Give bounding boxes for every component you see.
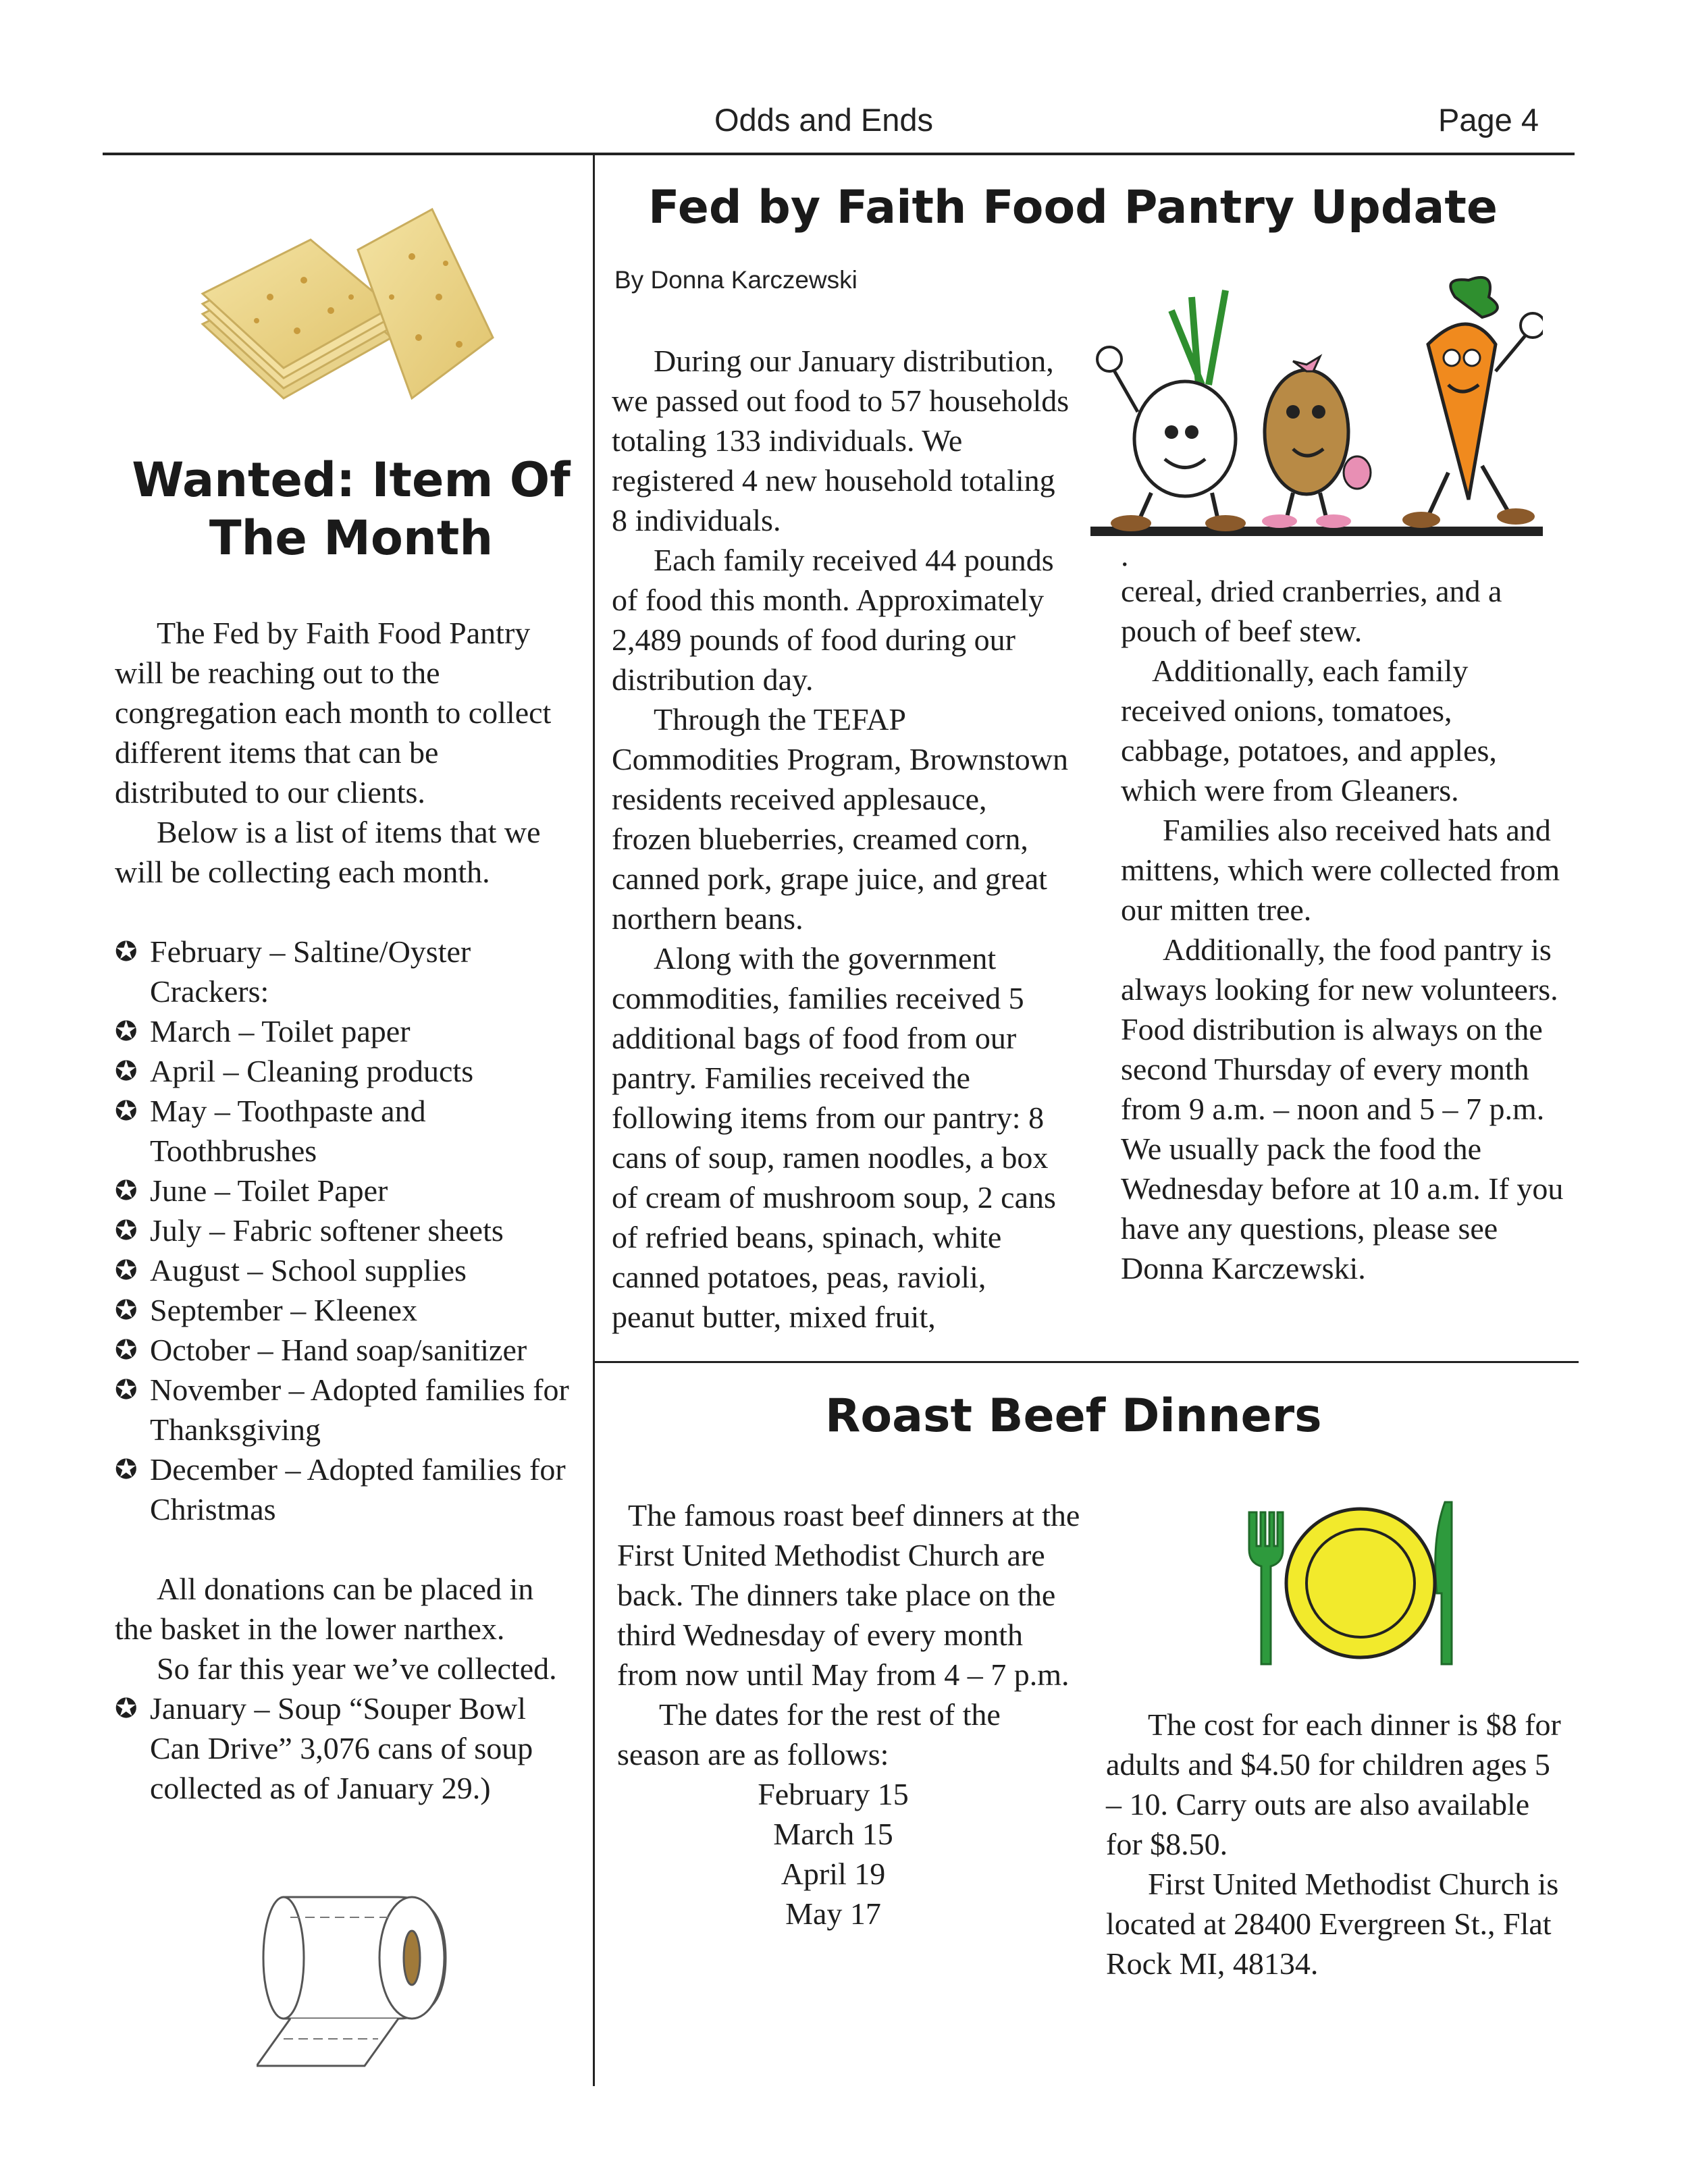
pantry-paragraph: Along with the government commodities, families received 5 additional bags of food from our pantry. Families received the following items from our pantry: 8 cans of soup, ramen noodles, a box of cream of mushroom soup, 2 cans of refried beans, spinach, white canned potatoes, peas, ravioli, peanut butter, mixed fruit, bbox=[612, 941, 1056, 1334]
star-circle-icon: ✪ bbox=[115, 1175, 138, 1206]
section-divider bbox=[594, 1361, 1579, 1363]
sidebar-title: Wanted: Item Of The Month bbox=[132, 452, 571, 566]
star-circle-icon: ✪ bbox=[115, 1295, 138, 1325]
list-item: ✪ May – Toothpaste and Toothbrushes bbox=[115, 1091, 574, 1171]
star-circle-icon: ✪ bbox=[115, 1693, 138, 1724]
sidebar-divider bbox=[593, 154, 595, 2086]
star-circle-icon: ✪ bbox=[115, 1215, 138, 1246]
dinners-paragraph: The cost for each dinner is $8 for adults and $4.50 for children ages 5 – 10. Carry outs are also available for $8.50. bbox=[1106, 1707, 1561, 1861]
pantry-paragraph: Families also received hats and mittens, which were collected from our mitten tree. bbox=[1121, 813, 1560, 927]
list-item: ✪ January – Soup “Souper Bowl Can Drive” 3,076 cans of soup collected as of January 29.) bbox=[115, 1688, 574, 1808]
sidebar-intro-1: The Fed by Faith Food Pantry will be reaching out to the congregation each month to collect different items that can be distributed to our clients. bbox=[115, 616, 552, 809]
pantry-column-1 bbox=[612, 341, 1071, 1337]
list-item: May 17 bbox=[785, 1896, 881, 1931]
star-circle-icon: ✪ bbox=[115, 936, 138, 967]
sidebar-intro-2: Below is a list of items that we will be collecting each month. bbox=[115, 815, 541, 889]
vegetable-characters-illustration bbox=[1090, 270, 1543, 540]
list-item: ✪ July – Fabric softener sheets bbox=[115, 1210, 574, 1250]
pantry-paragraph: Through the TEFAP Commodities Program, Brownstown residents received applesauce, frozen blueberries, creamed corn, canned pork, grape juice, and great northern beans. bbox=[612, 702, 1068, 936]
pantry-paragraph: Additionally, each family received onions, tomatoes, cabbage, potatoes, and apples, which were from Gleaners. bbox=[1121, 654, 1497, 807]
star-circle-icon: ✪ bbox=[115, 1375, 138, 1405]
collected-intro: So far this year we’ve collected. bbox=[157, 1651, 557, 1686]
dinners-paragraph: The famous roast beef dinners at the First United Methodist Church are back. The dinners take place on the third Wednesday of every month from now until May from 4 – 7 p.m. bbox=[617, 1498, 1080, 1692]
dinners-column-1 bbox=[617, 1495, 1083, 1934]
pantry-paragraph: Additionally, the food pantry is always looking for new volunteers. Food distribution is always on the second Thursday of every month from 9 a.m. – noon and 5 – 7 p.m. We usually pack the food the Wednesday before at 10 a.m. If you have any questions, please see Donna Karczewski. bbox=[1121, 932, 1564, 1285]
star-circle-icon: ✪ bbox=[115, 1335, 138, 1365]
pantry-paragraph: cereal, dried cranberries, and a pouch of beef stew. bbox=[1121, 574, 1502, 648]
dinners-paragraph: The dates for the rest of the season are as follows: bbox=[617, 1697, 1001, 1772]
sidebar-body bbox=[115, 613, 574, 1808]
list-item: ✪ September – Kleenex bbox=[115, 1290, 574, 1330]
pantry-title: Fed by Faith Food Pantry Update bbox=[648, 181, 1498, 234]
pantry-paragraph: Each family received 44 pounds of food this month. Approximately 2,489 pounds of food during our distribution day. bbox=[612, 543, 1054, 697]
star-circle-icon: ✪ bbox=[115, 1096, 138, 1126]
plate-fork-knife-illustration bbox=[1236, 1499, 1465, 1674]
collected-list bbox=[115, 1688, 574, 1808]
list-item: March 15 bbox=[773, 1817, 893, 1851]
crackers-illustration bbox=[189, 196, 500, 425]
list-item: ✪ February – Saltine/Oyster Crackers: bbox=[115, 932, 574, 1011]
star-circle-icon: ✪ bbox=[115, 1454, 138, 1485]
pantry-byline: By Donna Karczewski bbox=[614, 266, 858, 294]
pantry-column-2 bbox=[1121, 540, 1566, 1288]
list-item: ✪ November – Adopted families for Thanksgiving bbox=[115, 1370, 574, 1449]
dinner-dates-list bbox=[617, 1774, 1049, 1934]
list-item: ✪ October – Hand soap/sanitizer bbox=[115, 1330, 574, 1370]
list-item: ✪ August – School supplies bbox=[115, 1250, 574, 1290]
toilet-paper-illustration bbox=[257, 1870, 473, 2073]
list-item: ✪ June – Toilet Paper bbox=[115, 1171, 574, 1210]
header-rule bbox=[103, 153, 1575, 155]
dinners-column-2 bbox=[1106, 1705, 1565, 1983]
star-circle-icon: ✪ bbox=[115, 1255, 138, 1285]
list-item: ✪ March – Toilet paper bbox=[115, 1011, 574, 1051]
running-header-title: Odds and Ends bbox=[714, 102, 933, 138]
list-item: April 19 bbox=[781, 1857, 886, 1891]
donations-text: All donations can be placed in the basket in the lower narthex. bbox=[115, 1572, 534, 1646]
list-item: February 15 bbox=[758, 1777, 909, 1811]
star-circle-icon: ✪ bbox=[115, 1056, 138, 1086]
stray-period: . bbox=[1121, 538, 1129, 572]
list-item: ✪ April – Cleaning products bbox=[115, 1051, 574, 1091]
list-item: ✪ December – Adopted families for Christmas bbox=[115, 1449, 574, 1529]
pantry-paragraph: During our January distribution, we passed out food to 57 households totaling 133 individuals. We registered 4 new household totaling 8 individuals. bbox=[612, 344, 1070, 537]
dinners-paragraph: First United Methodist Church is located at 28400 Evergreen St., Flat Rock MI, 48134. bbox=[1106, 1867, 1559, 1981]
star-circle-icon: ✪ bbox=[115, 1016, 138, 1046]
monthly-items-list bbox=[115, 932, 574, 1529]
page-number: Page 4 bbox=[1438, 102, 1539, 138]
dinners-title: Roast Beef Dinners bbox=[825, 1389, 1322, 1443]
